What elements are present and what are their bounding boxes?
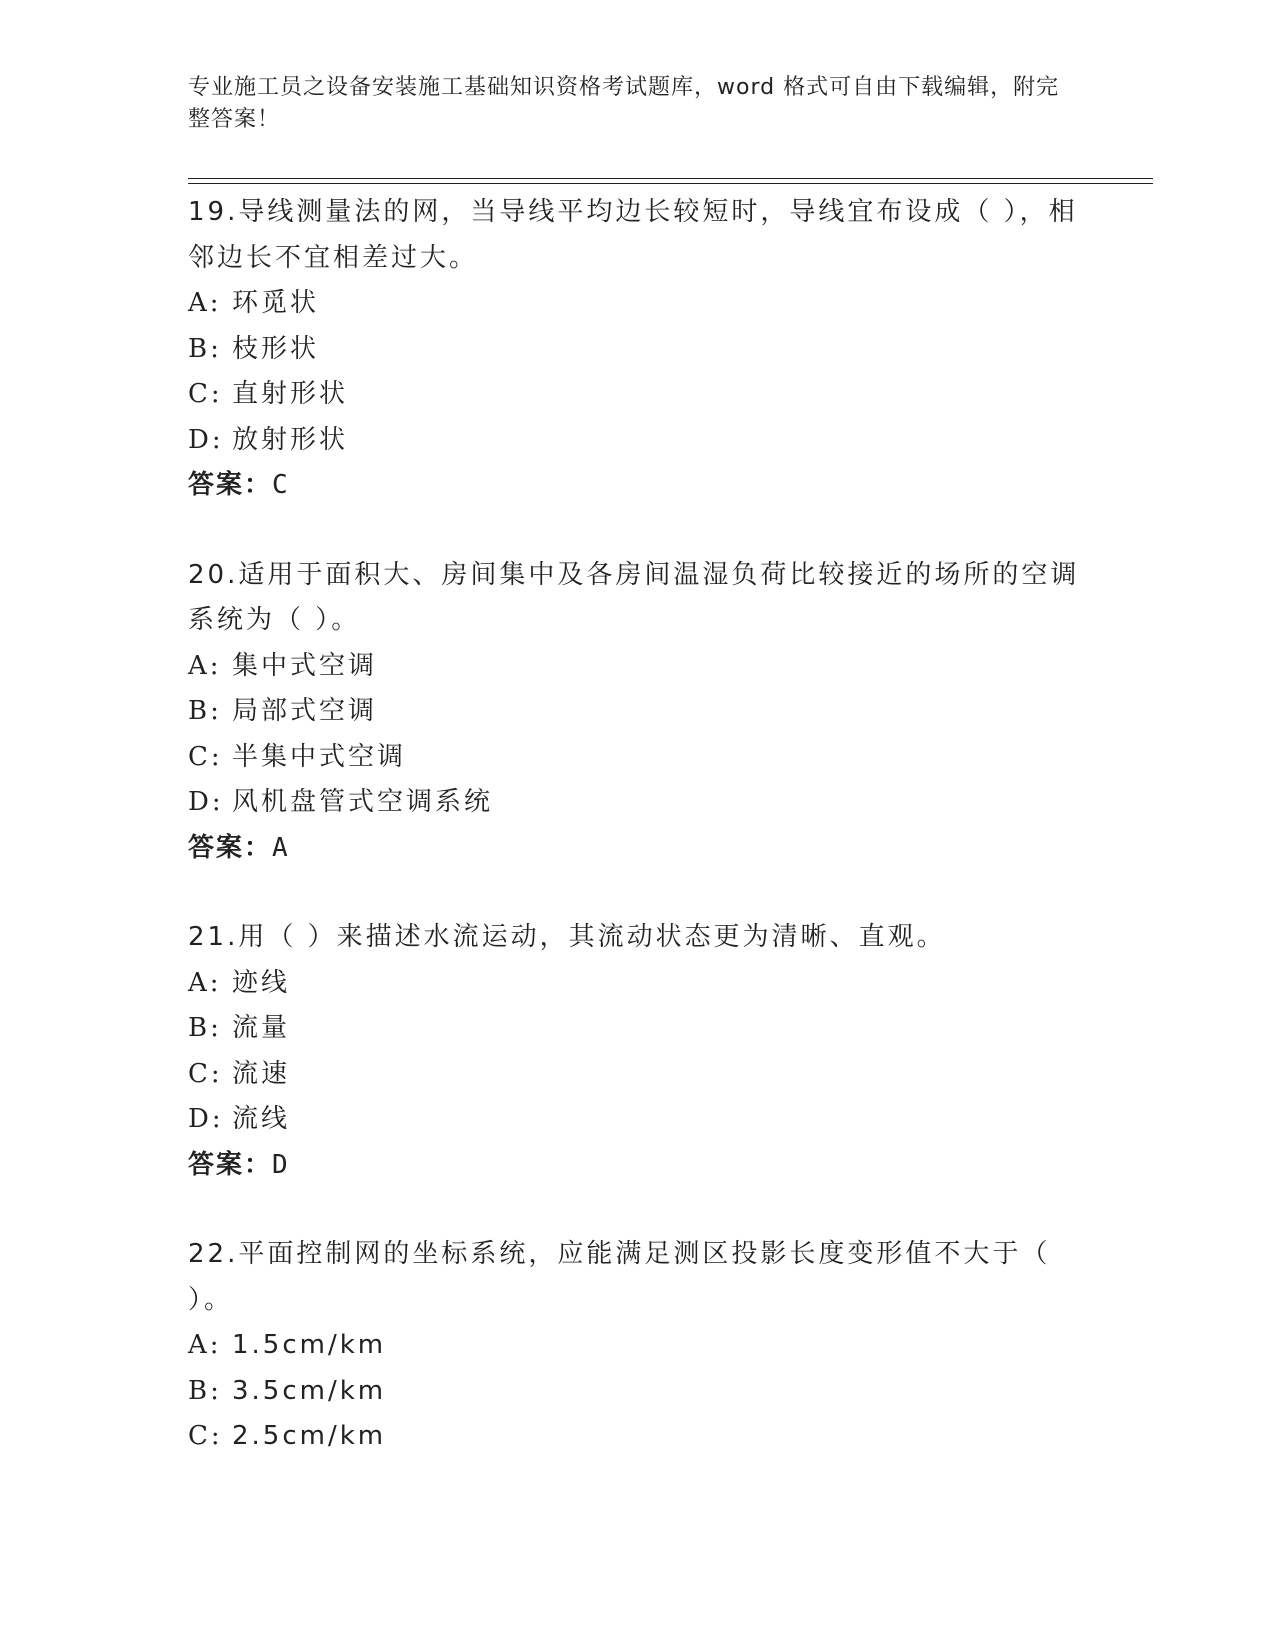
option-c <box>188 372 1088 418</box>
option-text: 风机盘管式空调系统 <box>232 787 494 817</box>
answer-value: A <box>272 832 288 863</box>
answer-value: C <box>272 470 288 500</box>
option-b <box>188 1369 1088 1415</box>
option-b <box>188 689 1088 735</box>
option-key: C: <box>188 1421 223 1451</box>
option-list <box>188 281 1088 463</box>
option-key: C: <box>188 379 223 409</box>
option-key: A: <box>188 650 222 681</box>
answer-label: 答案： <box>188 470 273 500</box>
option-text: 局部式空调 <box>232 696 378 726</box>
option-key: D: <box>188 424 224 455</box>
option-a <box>188 281 1088 327</box>
option-key: C: <box>188 741 223 772</box>
option-key: B: <box>188 1013 222 1043</box>
question-19 <box>188 190 1088 509</box>
answer-line <box>188 463 1088 509</box>
option-list <box>188 1323 1088 1460</box>
answer-label: 答案： <box>188 832 273 863</box>
option-text: 枝形状 <box>232 333 320 364</box>
option-text: 2.5cm/km <box>232 1421 387 1451</box>
option-text: 环觅状 <box>232 288 320 318</box>
option-key: B: <box>188 333 222 364</box>
option-text: 直射形状 <box>232 379 349 409</box>
option-key: A: <box>188 967 222 998</box>
option-a <box>188 961 1088 1007</box>
question-stem: 20.适用于面积大、房间集中及各房间温湿负荷比较接近的场所的空调系统为（ ）。 <box>188 559 1080 635</box>
option-text: 半集中式空调 <box>232 741 407 772</box>
option-list <box>188 644 1088 826</box>
question-20 <box>188 553 1088 872</box>
question-22 <box>188 1232 1088 1460</box>
question-21 <box>188 915 1088 1188</box>
option-a <box>188 644 1088 690</box>
option-b <box>188 327 1088 373</box>
option-c <box>188 1414 1088 1460</box>
option-text: 迹线 <box>232 967 291 998</box>
question-stem: 19.导线测量法的网，当导线平均边长较短时，导线宜布设成（ ），相邻边长不宜相差过大。 <box>188 197 1078 273</box>
option-key: A: <box>188 288 222 318</box>
option-c <box>188 1052 1088 1098</box>
document-header: 专业施工员之设备安装施工基础知识资格考试题库，word 格式可自由下载编辑，附完整答案！ <box>188 75 1060 132</box>
option-a <box>188 1323 1088 1369</box>
option-d <box>188 780 1088 826</box>
option-text: 3.5cm/km <box>232 1375 387 1406</box>
question-stem: 21.用（ ）来描述水流运动，其流动状态更为清晰、直观。 <box>188 922 946 952</box>
answer-label: 答案： <box>188 1149 273 1180</box>
option-text: 流量 <box>232 1013 291 1043</box>
option-text: 流速 <box>232 1058 291 1089</box>
question-stem: 22.平面控制网的坐标系统，应能满足测区投影长度变形值不大于（ ）。 <box>188 1239 1051 1315</box>
option-key: C: <box>188 1058 223 1089</box>
answer-line <box>188 826 1088 872</box>
option-list <box>188 961 1088 1143</box>
question-list <box>188 190 1088 1504</box>
option-key: A: <box>188 1330 222 1360</box>
option-b <box>188 1006 1088 1052</box>
option-c <box>188 735 1088 781</box>
option-key: D: <box>188 787 224 817</box>
header-divider-bottom <box>188 183 1153 184</box>
option-d <box>188 418 1088 464</box>
answer-value: D <box>272 1149 288 1180</box>
option-text: 放射形状 <box>232 424 349 455</box>
option-d <box>188 1097 1088 1143</box>
option-text: 1.5cm/km <box>232 1330 387 1360</box>
option-key: D: <box>188 1104 224 1134</box>
answer-line <box>188 1143 1088 1189</box>
header-divider-top <box>188 178 1153 179</box>
option-key: B: <box>188 696 222 726</box>
option-key: B: <box>188 1375 222 1406</box>
option-text: 集中式空调 <box>232 650 378 681</box>
option-text: 流线 <box>232 1104 291 1134</box>
